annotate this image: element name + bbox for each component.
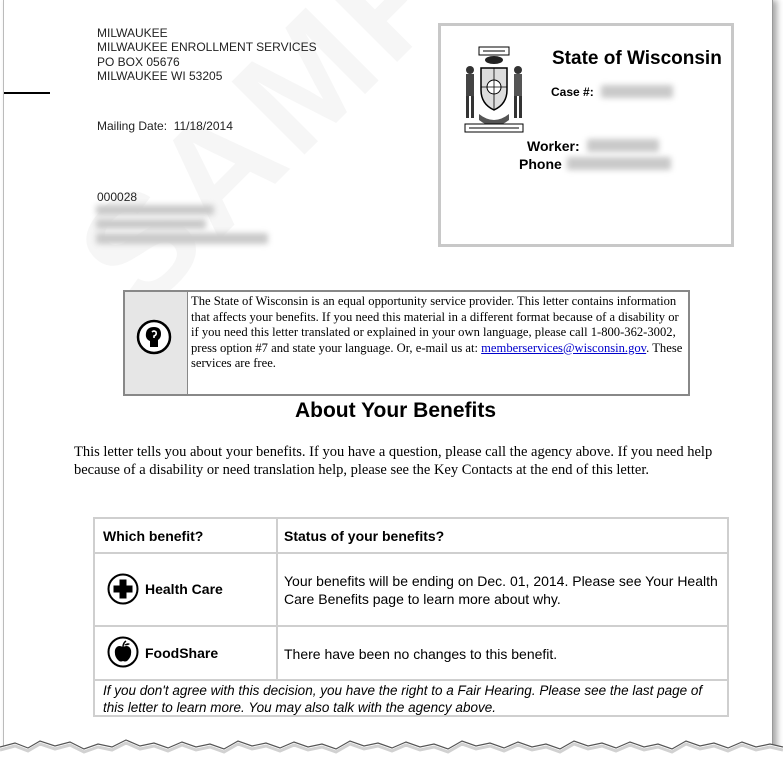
redacted-case-number xyxy=(601,85,673,98)
header-status: Status of your benefits? xyxy=(284,528,445,544)
redacted-worker xyxy=(587,139,659,152)
notice-text-main: The State of Wisconsin is an equal opportunity service provider. This letter contains information that affects your benefits. If you need this material in a different format because of a disability or if you need this letter translated or explained in your own language, please call 1-800-362-3002, press option #7 and state your language. Or, e-mail us at: xyxy=(191,294,679,355)
redacted-name xyxy=(96,205,214,215)
state-title: State of Wisconsin xyxy=(552,48,722,69)
status-health-care: Your benefits will be ending on Dec. 01, 2014. Please see Your Health Care Benefits page to learn more about why. xyxy=(284,573,718,607)
notice-text-end: . These services are free. xyxy=(191,340,683,370)
sender-line: PO BOX 05676 xyxy=(97,54,180,69)
sender-line: MILWAUKEE WI 53205 xyxy=(97,68,223,83)
letter-page xyxy=(3,0,773,770)
row-divider xyxy=(95,679,727,681)
header-benefit: Which benefit? xyxy=(103,528,204,544)
benefit-foodshare: FoodShare xyxy=(145,645,219,661)
redacted-address xyxy=(96,219,206,229)
state-info-box xyxy=(438,23,734,247)
column-divider xyxy=(276,519,278,679)
wisconsin-seal-icon xyxy=(459,44,529,136)
page-title: About Your Benefits xyxy=(294,399,497,422)
fair-hearing-note: If you don't agree with this decision, you have the right to a Fair Hearing. Please see the last page of this letter to learn more. You may also talk with the agency above. xyxy=(103,683,703,715)
redacted-city xyxy=(96,233,268,244)
fold-mark xyxy=(4,92,50,94)
sender-line: MILWAUKEE xyxy=(97,26,168,40)
benefit-health-care: Health Care xyxy=(145,581,223,597)
status-foodshare: There have been no changes to this benefit. xyxy=(284,646,558,662)
intro-paragraph: This letter tells you about your benefits. If you have a question, please call the agency above. If you need help because of a disability or need translation help, please see the Key Contacts at the end of this letter. xyxy=(74,444,713,478)
apple-icon xyxy=(107,636,139,668)
mailing-date-label: Mailing Date: xyxy=(97,119,168,133)
worker-label: Worker: xyxy=(527,138,580,154)
sender-line: MILWAUKEE ENROLLMENT SERVICES xyxy=(97,40,317,55)
row-divider xyxy=(95,552,727,554)
case-number-label: Case #: xyxy=(551,85,594,99)
language-help-icon xyxy=(136,319,172,355)
mailing-date-value: 11/18/2014 xyxy=(173,119,233,133)
torn-edge xyxy=(0,735,783,774)
sender-address xyxy=(97,26,317,83)
recipient-number: 000028 xyxy=(97,190,138,204)
row-divider xyxy=(95,625,727,627)
redacted-phone xyxy=(567,157,671,170)
cross-icon xyxy=(107,573,139,605)
notice-icon-cell xyxy=(125,292,188,394)
email-link[interactable]: memberservices@wisconsin.gov xyxy=(481,340,647,355)
notice-text xyxy=(191,294,685,372)
equal-opportunity-notice xyxy=(123,290,690,396)
mailing-date xyxy=(97,119,233,133)
phone-label: Phone xyxy=(519,156,562,172)
benefits-table xyxy=(93,517,729,717)
